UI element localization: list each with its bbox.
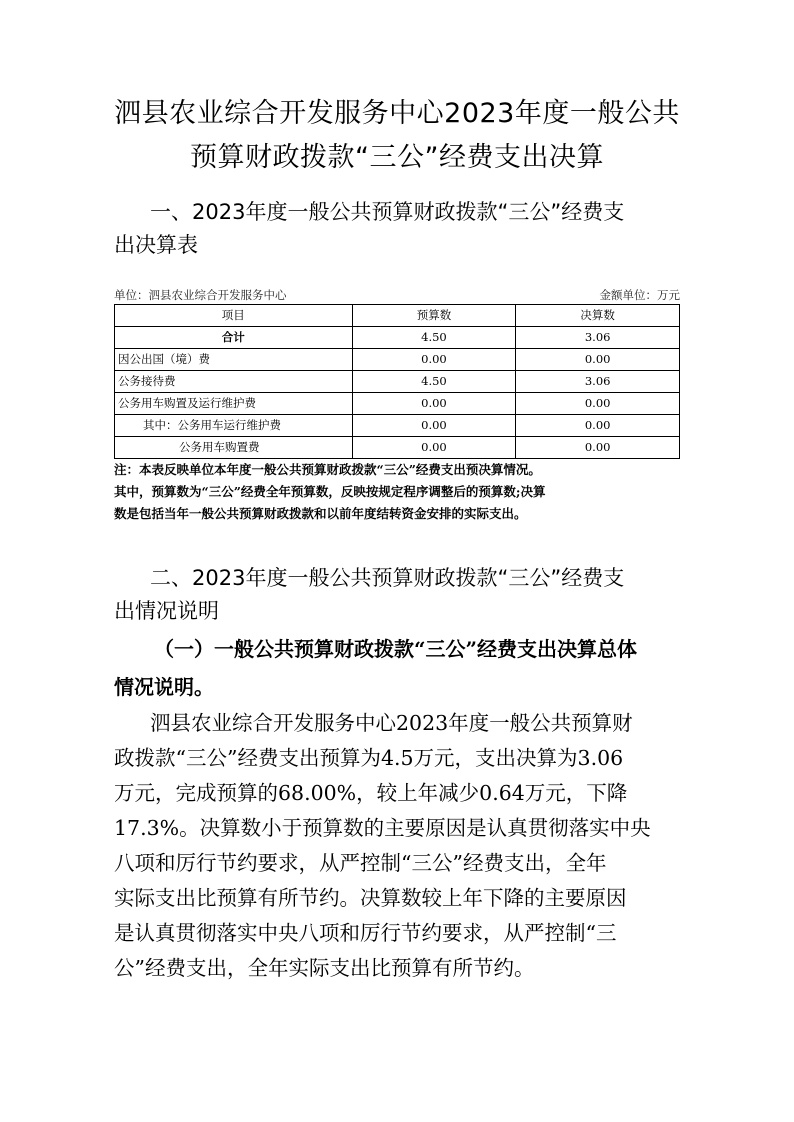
body-line: 是认真贯彻落实中央八项和厉行节约要求，从严控制“三 [114, 921, 617, 945]
section1-heading-line1: 一、2023年度一般公共预算财政拨款“三公”经费支 [150, 200, 625, 224]
row-final: 0.00 [516, 349, 680, 371]
unit-label: 单位：泗县农业综合开发服务中心 [114, 288, 287, 302]
table-row [115, 415, 680, 437]
row-budget: 0.00 [352, 393, 516, 415]
header-final: 决算数 [516, 305, 680, 327]
table-note-line: 数是包括当年一般公共预算财政拨款和以前年度结转资金安排的实际支出。 [114, 506, 527, 521]
row-item: 因公出国（境）费 [115, 349, 353, 371]
row-budget: 4.50 [352, 371, 516, 393]
table-row [115, 327, 680, 349]
section1-heading [114, 196, 704, 262]
table-note-line: 注：本表反映单位本年度一般公共预算财政拨款“三公”经费支出预决算情况。 [114, 462, 541, 477]
section2-heading-line2: 出情况说明 [114, 599, 219, 623]
row-budget: 0.00 [352, 437, 516, 459]
row-item: 其中：公务用车运行维护费 [115, 415, 353, 437]
table-row [115, 371, 680, 393]
body-line: 八项和厉行节约要求，从严控制“三公”经费支出，全年 [114, 851, 607, 875]
row-budget: 0.00 [352, 349, 516, 371]
subheading-line2: 情况说明。 [114, 675, 214, 699]
row-item: 公务用车购置及运行维护费 [115, 393, 353, 415]
row-budget: 0.00 [352, 415, 516, 437]
doc-title-line1: 泗县农业综合开发服务中心2023年度一般公共 [114, 98, 680, 129]
table-header-row [115, 305, 680, 327]
row-item: 合计 [115, 327, 353, 349]
section2-heading [114, 562, 704, 628]
section1-heading-line2: 出决算表 [114, 233, 198, 257]
row-budget: 4.50 [352, 327, 516, 349]
doc-title-line2: 预算财政拨款“三公”经费支出决算 [190, 142, 604, 173]
body-line: 泗县农业综合开发服务中心2023年度一般公共预算财 [150, 711, 633, 735]
header-item: 项目 [115, 305, 353, 327]
section2-body [114, 706, 694, 986]
body-line: 17.3%。决算数小于预算数的主要原因是认真贯彻落实中央 [114, 816, 651, 840]
amount-unit-label: 金额单位：万元 [599, 288, 680, 302]
three-public-expense-table [114, 304, 680, 459]
body-line: 政拨款“三公”经费支出预算为4.5万元，支出决算为3.06 [114, 746, 624, 770]
subheading-line1: （一）一般公共预算财政拨款“三公”经费支出决算总体 [154, 637, 638, 661]
body-line: 公”经费支出，全年实际支出比预算有所节约。 [114, 956, 535, 980]
row-final: 0.00 [516, 437, 680, 459]
section2-subheading [114, 630, 694, 706]
section2-heading-line1: 二、2023年度一般公共预算财政拨款“三公”经费支 [150, 566, 625, 590]
table-row [115, 349, 680, 371]
table-unit-row [114, 287, 680, 303]
table-note-line: 其中，预算数为“三公”经费全年预算数，反映按规定程序调整后的预算数;决算 [114, 484, 546, 499]
table-row [115, 393, 680, 415]
row-item: 公务接待费 [115, 371, 353, 393]
table-row [115, 437, 680, 459]
body-line: 实际支出比预算有所节约。决算数较上年下降的主要原因 [114, 886, 627, 910]
row-final: 0.00 [516, 393, 680, 415]
row-item: 公务用车购置费 [115, 437, 353, 459]
row-final: 3.06 [516, 327, 680, 349]
row-final: 3.06 [516, 371, 680, 393]
body-line: 万元，完成预算的68.00%，较上年减少0.64万元，下降 [114, 781, 628, 805]
table-note [114, 459, 690, 525]
header-budget: 预算数 [352, 305, 516, 327]
row-final: 0.00 [516, 415, 680, 437]
